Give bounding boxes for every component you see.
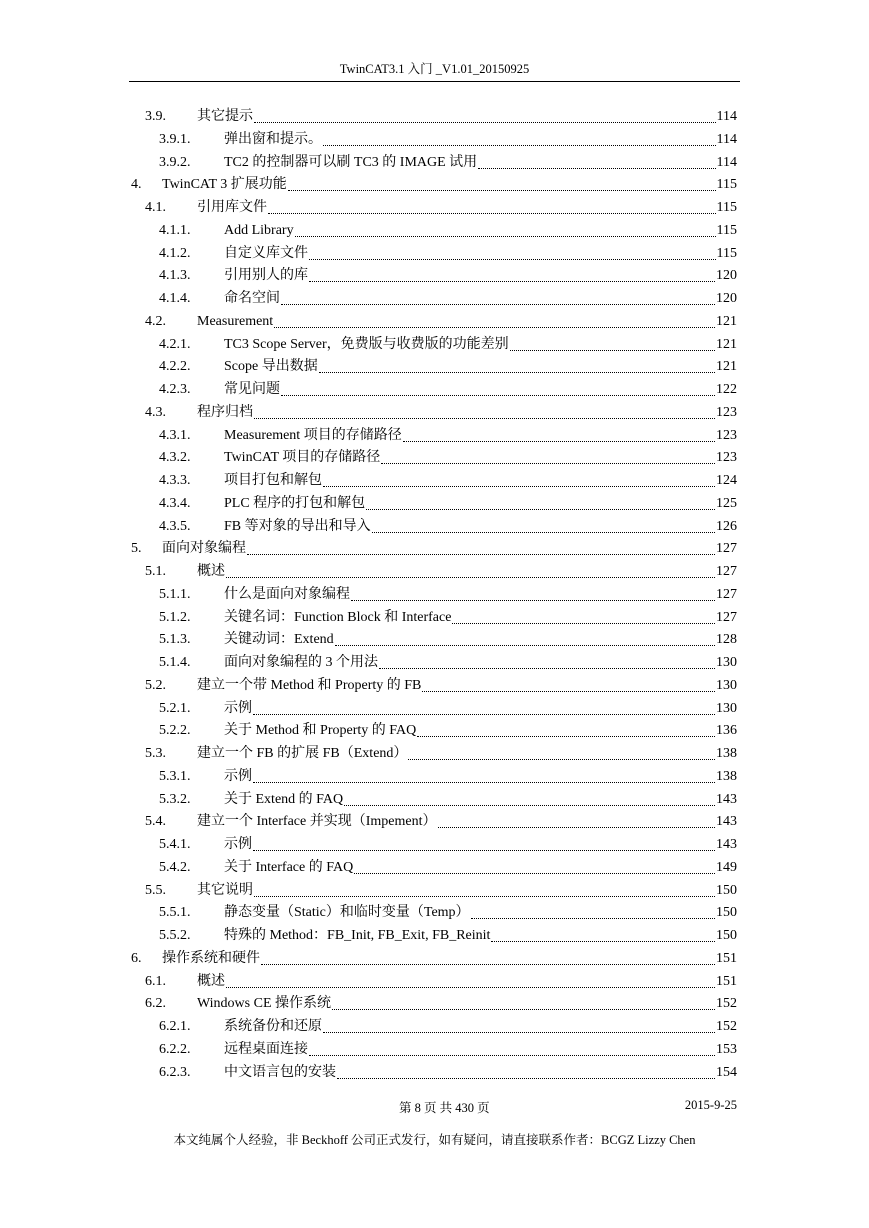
toc-entry-number: 5.5.2.: [159, 928, 191, 943]
toc-entry[interactable]: [145, 309, 737, 331]
toc-leader-dots: [281, 394, 715, 396]
toc-entry-title: Scope 导出数据: [224, 359, 318, 375]
toc-entry-title: 其它提示: [197, 109, 253, 124]
toc-leader-dots: [403, 440, 715, 442]
toc-entry-page: 114: [716, 131, 737, 147]
toc-entry-title: Measurement 项目的存储路径: [224, 427, 402, 443]
toc-entry-number: 4.3.2.: [159, 450, 191, 466]
toc-entry-number: 3.9.1.: [159, 131, 191, 147]
toc-entry-page: 150: [716, 928, 737, 943]
toc-leader-dots: [288, 189, 716, 191]
toc-entry[interactable]: [145, 400, 737, 422]
toc-entry-title: 面向对象编程的 3 个用法: [224, 655, 378, 670]
toc-entry-number: 4.: [131, 177, 142, 193]
toc-entry[interactable]: [145, 741, 737, 763]
toc-entry-title: 建立一个 Interface 并实现（Impement）: [197, 814, 437, 830]
toc-entry[interactable]: [159, 286, 737, 308]
toc-leader-dots: [344, 804, 715, 806]
toc-entry[interactable]: [145, 878, 737, 900]
toc-entry-page: 151: [716, 950, 737, 966]
toc-entry[interactable]: [159, 605, 737, 627]
toc-entry-number: 6.2.: [145, 996, 166, 1012]
footer-page-number: 第 8 页 共 430 页: [399, 1101, 490, 1115]
toc-entry-page: 115: [716, 177, 737, 193]
toc-leader-dots: [281, 303, 715, 305]
toc-entry-title: 示例: [224, 768, 252, 784]
toc-entry-page: 150: [716, 905, 737, 921]
toc-entry-title: 引用别人的库: [224, 268, 308, 284]
toc-entry[interactable]: [159, 491, 737, 513]
toc-entry[interactable]: [159, 832, 737, 854]
toc-entry[interactable]: [159, 127, 737, 149]
toc-leader-dots: [417, 735, 715, 737]
toc-entry-page: 130: [716, 700, 737, 716]
toc-entry-page: 123: [716, 404, 737, 420]
toc-leader-dots: [274, 326, 715, 328]
toc-entry[interactable]: [159, 468, 737, 490]
toc-leader-dots: [261, 963, 715, 965]
toc-leader-dots: [268, 212, 716, 214]
toc-entry[interactable]: [145, 673, 737, 695]
toc-entry-title: 什么是面向对象编程: [224, 586, 350, 602]
toc-leader-dots: [309, 280, 715, 282]
toc-entry[interactable]: [159, 377, 737, 399]
toc-entry-number: 3.9.: [145, 109, 166, 124]
toc-entry[interactable]: [159, 241, 737, 263]
header-divider: [129, 81, 740, 82]
toc-entry-number: 4.3.4.: [159, 495, 191, 511]
toc-entry-title: 自定义库文件: [224, 245, 308, 261]
toc-leader-dots: [379, 667, 715, 669]
toc-entry-number: 5.4.1.: [159, 837, 191, 852]
toc-entry-page: 123: [716, 450, 737, 466]
toc-entry-number: 4.1.: [145, 200, 166, 215]
toc-entry-number: 6.2.2.: [159, 1041, 191, 1057]
toc-leader-dots: [254, 121, 716, 123]
toc-entry-title: TwinCAT 项目的存储路径: [224, 450, 381, 466]
toc-entry-number: 5.1.2.: [159, 609, 191, 625]
page-header: TwinCAT3.1 入门 _V1.01_20150925: [339, 62, 530, 76]
toc-entry-title: 关键动词：Extend: [224, 632, 334, 648]
toc-entry[interactable]: [159, 718, 737, 740]
toc-leader-dots: [309, 1054, 715, 1056]
toc-entry-page: 153: [716, 1041, 737, 1057]
toc-entry[interactable]: [159, 332, 737, 354]
toc-leader-dots: [452, 622, 715, 624]
toc-entry-page: 136: [716, 723, 737, 739]
toc-entry-page: 114: [716, 109, 737, 124]
toc-entry-number: 4.3.3.: [159, 473, 191, 488]
toc-entry[interactable]: [159, 787, 737, 809]
toc-leader-dots: [319, 371, 715, 373]
toc-leader-dots: [253, 713, 715, 715]
toc-entry-number: 5.3.2.: [159, 791, 191, 807]
toc-entry-title: 中文语言包的安装: [224, 1064, 336, 1080]
toc-entry-number: 4.2.1.: [159, 336, 191, 352]
toc-leader-dots: [478, 167, 715, 169]
toc-entry-page: 130: [716, 655, 737, 670]
toc-entry[interactable]: [159, 150, 737, 172]
toc-leader-dots: [323, 144, 716, 146]
toc-entry[interactable]: [131, 536, 737, 558]
toc-leader-dots: [510, 349, 715, 351]
toc-entry-page: 127: [716, 541, 737, 557]
toc-entry-number: 4.3.1.: [159, 427, 191, 443]
toc-entry-title: 操作系统和硬件: [162, 950, 260, 966]
toc-leader-dots: [337, 1077, 715, 1079]
toc-entry-title: TC2 的控制器可以刷 TC3 的 IMAGE 试用: [224, 154, 478, 170]
toc-entry[interactable]: [131, 946, 737, 968]
toc-entry-number: 5.2.: [145, 677, 166, 693]
toc-entry-page: 115: [716, 222, 737, 238]
toc-leader-dots: [295, 235, 716, 237]
toc-entry[interactable]: [159, 696, 737, 718]
toc-entry-page: 143: [716, 837, 737, 852]
toc-entry[interactable]: [159, 354, 737, 376]
toc-entry-page: 149: [716, 859, 737, 875]
toc-entry-number: 5.4.2.: [159, 859, 191, 875]
toc-entry-number: 4.2.3.: [159, 382, 191, 397]
toc-entry-title: 程序归档: [197, 404, 253, 420]
toc-entry-number: 5.3.1.: [159, 768, 191, 784]
toc-entry[interactable]: [159, 855, 737, 877]
toc-entry-title: Windows CE 操作系统: [197, 996, 331, 1012]
toc-entry-title: 其它说明: [197, 882, 253, 898]
toc-entry-title: 静态变量（Static）和临时变量（Temp）: [224, 905, 470, 921]
toc-entry-number: 6.2.3.: [159, 1064, 191, 1080]
toc-entry-title: 关于 Interface 的 FAQ: [224, 859, 354, 875]
toc-entry[interactable]: [145, 104, 737, 126]
toc-entry-title: 系统备份和还原: [224, 1019, 322, 1034]
toc-entry-number: 5.1.4.: [159, 655, 191, 670]
toc-entry-title: 面向对象编程: [162, 541, 246, 557]
toc-entry-title: 概述: [197, 973, 225, 989]
toc-leader-dots: [253, 849, 715, 851]
footer-disclaimer: 本文纯属个人经验，非 Beckhoff 公司正式发行，如有疑问，请直接联系作者：BCGZ Lizzy Chen: [173, 1133, 696, 1147]
toc-leader-dots: [309, 258, 716, 260]
toc-entry-page: 114: [716, 154, 737, 170]
toc-entry-title: 示例: [224, 700, 252, 716]
toc-entry-number: 4.3.: [145, 404, 166, 420]
toc-entry-number: 5.1.1.: [159, 586, 191, 602]
toc-entry-page: 124: [716, 473, 737, 488]
toc-entry-page: 125: [716, 495, 737, 511]
toc-entry-number: 6.1.: [145, 973, 166, 989]
footer-date: 2015-9-25: [684, 1098, 737, 1112]
toc-entry[interactable]: [159, 1037, 737, 1059]
toc-entry-page: 121: [716, 313, 737, 329]
toc-leader-dots: [323, 485, 715, 487]
toc-leader-dots: [354, 872, 715, 874]
toc-entry-page: 115: [716, 245, 737, 261]
toc-leader-dots: [471, 917, 715, 919]
toc-entry-number: 5.5.: [145, 882, 166, 898]
toc-entry[interactable]: [159, 218, 737, 240]
toc-leader-dots: [332, 1008, 715, 1010]
toc-leader-dots: [253, 781, 715, 783]
toc-entry-page: 152: [716, 1019, 737, 1034]
toc-entry-title: 常见问题: [224, 382, 280, 397]
toc-entry-title: FB 等对象的导出和导入: [224, 518, 371, 534]
toc-entry-page: 127: [716, 564, 737, 579]
toc-entry[interactable]: [159, 900, 737, 922]
toc-leader-dots: [381, 462, 715, 464]
toc-entry[interactable]: [145, 559, 737, 581]
toc-entry-number: 3.9.2.: [159, 154, 191, 170]
toc-leader-dots: [422, 690, 715, 692]
toc-entry-number: 4.3.5.: [159, 518, 191, 534]
toc-entry[interactable]: [159, 423, 737, 445]
toc-entry-number: 4.1.1.: [159, 222, 191, 238]
toc-entry-page: 122: [716, 382, 737, 397]
toc-entry-number: 4.2.2.: [159, 359, 191, 375]
toc-entry-title: 概述: [197, 564, 225, 579]
toc-entry-page: 126: [716, 518, 737, 534]
toc-entry-page: 128: [716, 632, 737, 648]
toc-entry[interactable]: [145, 809, 737, 831]
toc-entry-number: 5.2.1.: [159, 700, 191, 716]
toc-entry-title: 引用库文件: [197, 200, 267, 215]
toc-entry-number: 5.2.2.: [159, 723, 191, 739]
toc-entry-number: 5.1.3.: [159, 632, 191, 648]
toc-entry-number: 5.3.: [145, 746, 166, 761]
toc-entry-page: 138: [716, 768, 737, 784]
toc-leader-dots: [366, 508, 715, 510]
toc-leader-dots: [226, 576, 715, 578]
toc-entry[interactable]: [145, 969, 737, 991]
toc-entry-page: 115: [716, 200, 737, 215]
toc-entry[interactable]: [159, 582, 737, 604]
toc-entry-page: 152: [716, 996, 737, 1012]
toc-entry-page: 130: [716, 677, 737, 693]
toc-entry-title: 关于 Method 和 Property 的 FAQ: [224, 723, 417, 739]
toc-entry-page: 120: [716, 291, 737, 306]
toc-entry-title: 建立一个带 Method 和 Property 的 FB: [197, 677, 422, 693]
toc-entry-title: 特殊的 Method：FB_Init, FB_Exit, FB_Reinit: [224, 928, 491, 943]
toc-leader-dots: [351, 599, 715, 601]
toc-entry-page: 121: [716, 359, 737, 375]
toc-leader-dots: [254, 895, 715, 897]
toc-entry-number: 4.2.: [145, 313, 166, 329]
toc-entry[interactable]: [159, 1014, 737, 1036]
toc-leader-dots: [226, 986, 715, 988]
toc-entry-number: 5.: [131, 541, 142, 557]
toc-entry-page: 121: [716, 336, 737, 352]
toc-entry-title: 命名空间: [224, 291, 280, 306]
toc-entry-title: 弹出窗和提示。: [224, 131, 322, 147]
toc-entry-page: 120: [716, 268, 737, 284]
toc-entry-title: 远程桌面连接: [224, 1041, 308, 1057]
toc-entry[interactable]: [159, 445, 737, 467]
toc-entry-title: 关键名词：Function Block 和 Interface: [224, 609, 452, 625]
toc-entry[interactable]: [159, 764, 737, 786]
toc-entry-page: 127: [716, 609, 737, 625]
toc-entry-page: 138: [716, 746, 737, 761]
toc-leader-dots: [247, 553, 715, 555]
toc-entry-number: 6.2.1.: [159, 1019, 191, 1034]
toc-leader-dots: [372, 531, 715, 533]
toc-entry-number: 4.1.4.: [159, 291, 191, 306]
toc-entry-number: 5.5.1.: [159, 905, 191, 921]
toc-entry-title: PLC 程序的打包和解包: [224, 495, 366, 511]
toc-entry[interactable]: [159, 627, 737, 649]
toc-entry-page: 127: [716, 586, 737, 602]
toc-entry-page: 154: [716, 1064, 737, 1080]
toc-entry-title: Add Library: [224, 222, 294, 238]
toc-entry-number: 5.1.: [145, 564, 166, 579]
toc-entry[interactable]: [159, 514, 737, 536]
toc-entry-page: 151: [716, 973, 737, 989]
toc-entry[interactable]: [145, 991, 737, 1013]
toc-entry-page: 143: [716, 791, 737, 807]
toc-leader-dots: [408, 758, 715, 760]
toc-leader-dots: [323, 1031, 715, 1033]
toc-entry-title: 关于 Extend 的 FAQ: [224, 791, 344, 807]
toc-entry-title: Measurement: [197, 313, 274, 329]
toc-leader-dots: [335, 644, 715, 646]
toc-entry-number: 6.: [131, 950, 142, 966]
toc-leader-dots: [438, 826, 716, 828]
toc-entry-page: 150: [716, 882, 737, 898]
toc-entry-title: TC3 Scope Server，免费版与收费版的功能差别: [224, 336, 509, 352]
toc-entry[interactable]: [159, 1060, 737, 1082]
toc-entry-title: TwinCAT 3 扩展功能: [162, 177, 287, 193]
toc-leader-dots: [491, 940, 715, 942]
toc-entry-page: 123: [716, 427, 737, 443]
toc-entry-page: 143: [716, 814, 737, 830]
toc-entry-title: 示例: [224, 837, 252, 852]
toc-entry-title: 建立一个 FB 的扩展 FB（Extend）: [197, 746, 408, 761]
toc-leader-dots: [254, 417, 715, 419]
toc-entry-number: 5.4.: [145, 814, 166, 830]
toc-entry-number: 4.1.2.: [159, 245, 191, 261]
toc-entry[interactable]: [159, 263, 737, 285]
toc-entry-title: 项目打包和解包: [224, 473, 322, 488]
toc-entry[interactable]: [159, 650, 737, 672]
toc-entry[interactable]: [145, 195, 737, 217]
toc-entry[interactable]: [131, 172, 737, 194]
toc-entry-number: 4.1.3.: [159, 268, 191, 284]
toc-entry[interactable]: [159, 923, 737, 945]
